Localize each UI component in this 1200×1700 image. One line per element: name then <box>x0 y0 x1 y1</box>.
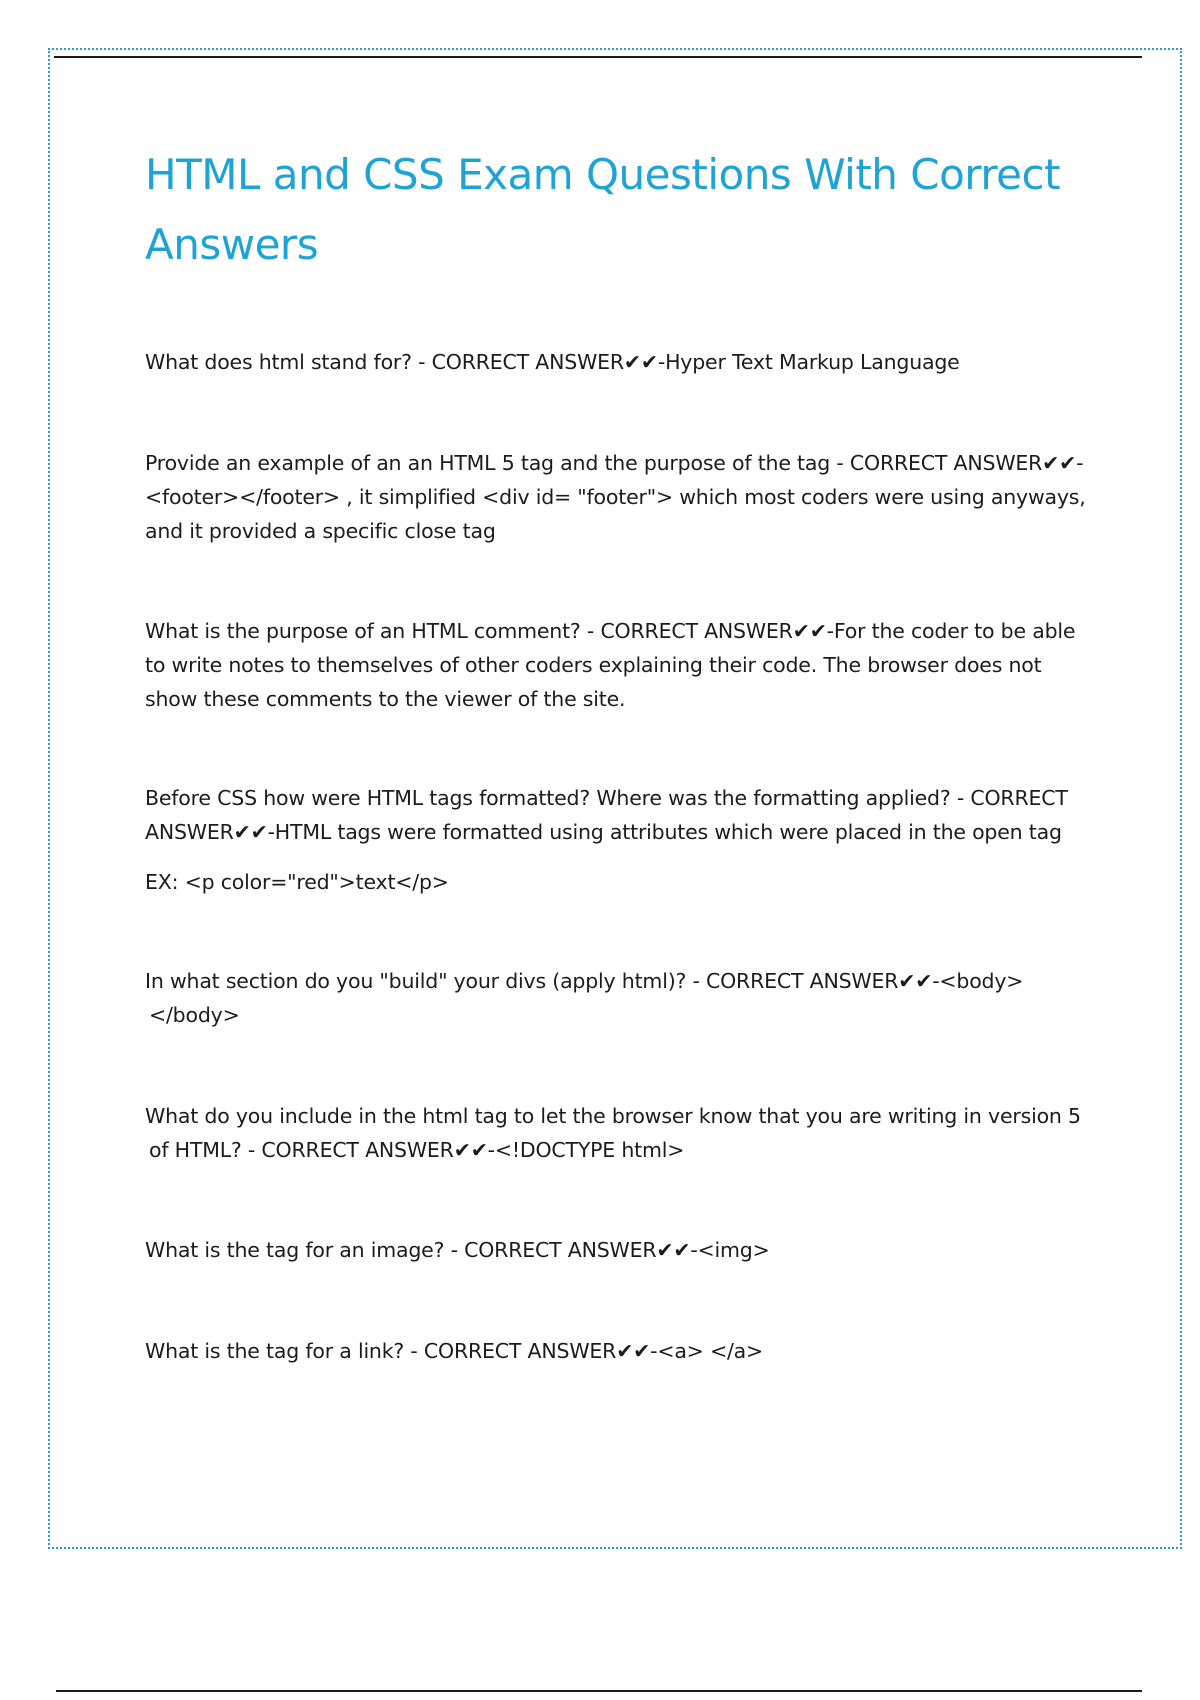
qa-item-4-line: Before CSS how were HTML tags formatted? Where was the formatting applied? - CORRECT <box>145 786 1068 810</box>
document-title: HTML and CSS Exam Questions With Correct Answers <box>145 150 1061 269</box>
qa-item-8 <box>145 1334 1090 1368</box>
qa-item-2 <box>145 446 1090 548</box>
qa-item-3-line: show these comments to the viewer of the site. <box>145 687 626 711</box>
qa-item-3-line: What is the purpose of an HTML comment? - CORRECT ANSWER✔✔-For the coder to be able <box>145 619 1076 643</box>
qa-item-4 <box>145 781 1090 899</box>
qa-item-2-line: <footer></footer> , it simplified <div id= "footer"> which most coders were using anyways, <box>145 485 1086 509</box>
bottom-rule <box>56 1690 1142 1692</box>
qa-item-2-line: and it provided a specific close tag <box>145 519 496 543</box>
qa-item-8-text: What is the tag for a link? - CORRECT ANSWER✔✔-<a> </a> <box>145 1339 763 1363</box>
qa-item-5-line: In what section do you "build" your divs (apply html)? - CORRECT ANSWER✔✔-<body> <box>145 969 1024 993</box>
qa-item-3-line: to write notes to themselves of other coders explaining their code. The browser does not <box>145 653 1042 677</box>
qa-item-1 <box>145 345 1090 379</box>
qa-item-2-line: Provide an example of an an HTML 5 tag and the purpose of the tag - CORRECT ANSWER✔✔- <box>145 451 1084 475</box>
qa-item-3 <box>145 614 1090 716</box>
qa-item-6 <box>145 1099 1090 1167</box>
qa-item-7 <box>145 1233 1090 1267</box>
qa-item-4-line: ANSWER✔✔-HTML tags were formatted using attributes which were placed in the open tag <box>145 820 1062 844</box>
qa-item-5-line: </body> <box>149 1003 240 1027</box>
qa-item-4-example: EX: <p color="red">text</p> <box>145 870 449 894</box>
qa-item-5 <box>145 964 1090 1032</box>
qa-item-6-line: What do you include in the html tag to let the browser know that you are writing in version 5 <box>145 1104 1081 1128</box>
qa-item-6-line: of HTML? - CORRECT ANSWER✔✔-<!DOCTYPE html> <box>149 1138 685 1162</box>
qa-item-7-text: What is the tag for an image? - CORRECT ANSWER✔✔-<img> <box>145 1238 770 1262</box>
qa-item-1-text: What does html stand for? - CORRECT ANSWER✔✔-Hyper Text Markup Language <box>145 350 960 374</box>
